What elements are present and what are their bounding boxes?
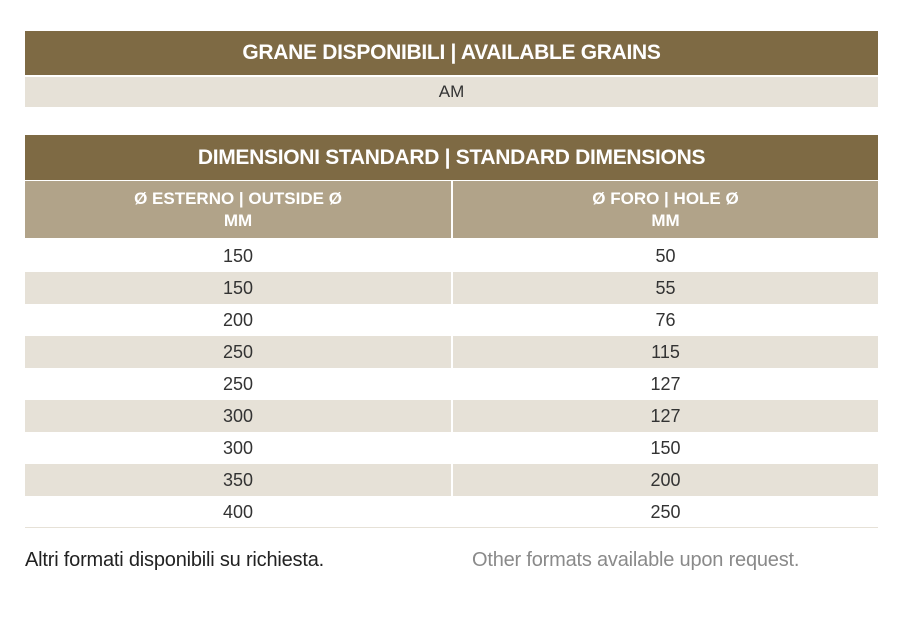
outside-diameter-cell: 250 xyxy=(222,373,254,394)
column-unit: MM xyxy=(651,210,680,230)
note-italian: Altri formati disponibili su richiesta. xyxy=(25,549,324,571)
outside-diameter-cell: 400 xyxy=(222,501,254,522)
hole-diameter-cell: 50 xyxy=(655,245,676,266)
hole-diameter-cell: 127 xyxy=(453,400,878,432)
column-header-outside-diameter xyxy=(25,181,451,238)
column-header-hole-diameter xyxy=(453,181,878,238)
hole-diameter-cell: 76 xyxy=(655,309,676,330)
dimensions-table-header xyxy=(25,181,878,238)
outside-diameter-cell: 250 xyxy=(25,336,451,368)
column-unit: MM xyxy=(223,210,253,230)
outside-diameter-cell: 200 xyxy=(222,309,254,330)
table-bottom-rule xyxy=(25,527,878,528)
table-row xyxy=(25,240,878,272)
outside-diameter-cell: 150 xyxy=(25,272,451,304)
outside-diameter-cell: 300 xyxy=(25,400,451,432)
outside-diameter-cell: 300 xyxy=(222,437,254,458)
table-row xyxy=(25,464,878,496)
note-english: Other formats available upon request. xyxy=(472,549,800,571)
dimensions-table-body xyxy=(25,240,878,528)
table-row xyxy=(25,368,878,400)
table-row xyxy=(25,272,878,304)
outside-diameter-cell: 350 xyxy=(25,464,451,496)
table-row xyxy=(25,336,878,368)
hole-diameter-cell: 250 xyxy=(650,501,681,522)
hole-diameter-cell: 55 xyxy=(453,272,878,304)
hole-diameter-cell: 150 xyxy=(650,437,681,458)
dimensions-title: DIMENSIONI STANDARD | STANDARD DIMENSIONS xyxy=(25,135,878,180)
hole-diameter-cell: 200 xyxy=(453,464,878,496)
hole-diameter-cell: 127 xyxy=(650,373,681,394)
outside-diameter-cell: 150 xyxy=(222,245,254,266)
column-label: Ø FORO | HOLE Ø xyxy=(592,188,739,208)
table-row xyxy=(25,432,878,464)
column-label: Ø ESTERNO | OUTSIDE Ø xyxy=(134,188,342,208)
table-row xyxy=(25,496,878,528)
table-row xyxy=(25,304,878,336)
hole-diameter-cell: 115 xyxy=(453,336,878,368)
grains-value: AM xyxy=(25,77,878,107)
table-row xyxy=(25,400,878,432)
grains-title: GRANE DISPONIBILI | AVAILABLE GRAINS xyxy=(25,31,878,75)
